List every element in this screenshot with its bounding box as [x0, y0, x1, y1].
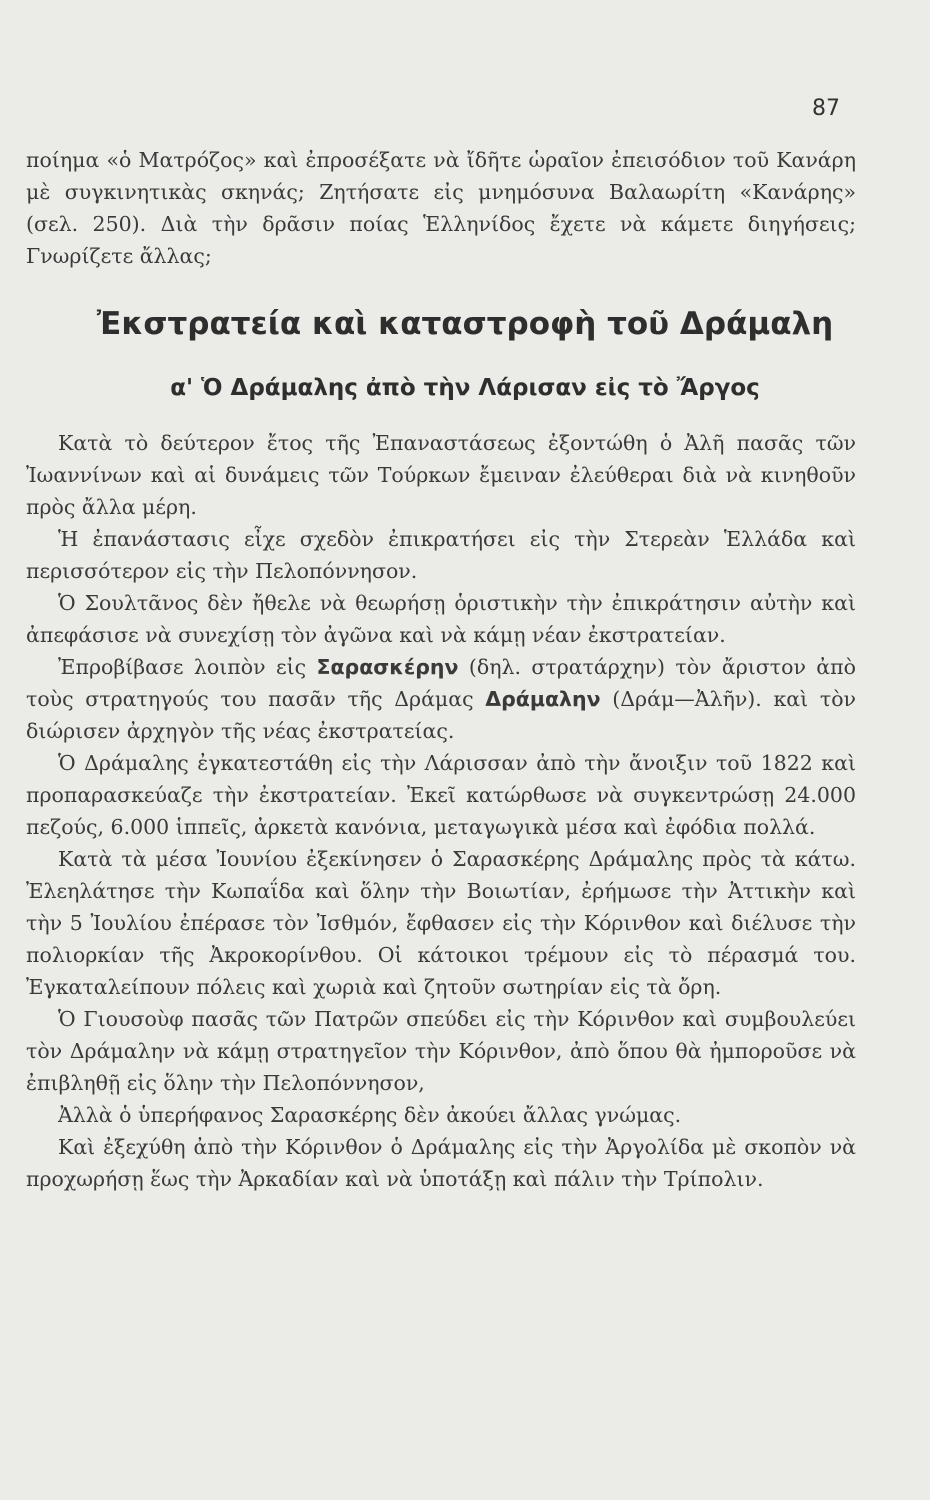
paragraph-4-part-c: (δηλ. στρατάρχην) τὸν ἄριστον ἀπὸ τοὺς στρατηγούς του πασᾶν τῆς Δράμας: [26, 655, 856, 711]
term-saraskeris: Σαρασκέρην: [316, 655, 459, 679]
paragraph-8: Ἀλλὰ ὁ ὑπερήφανος Σαρασκέρης δὲν ἀκούει ἄλλας γνώμας.: [58, 1103, 682, 1127]
main-text: [26, 427, 856, 1195]
section-title: α' Ὁ Δράμαλης ἀπὸ τὴν Λάρισαν εἰς τὸ Ἄργος: [170, 375, 760, 401]
page-number: 87: [812, 96, 840, 121]
term-dramalis: Δράμαλην: [485, 687, 601, 711]
paragraph-3: Ὁ Σουλτᾶνος δὲν ἤθελε νὰ θεωρήσῃ ὁριστικὴν τὴν ἐπικράτησιν αὐτὴν καὶ ἀπεφάσισε νὰ συνεχίσῃ τὸν ἀγῶνα καὶ νὰ κάμῃ νέαν ἐκστρατείαν.: [26, 591, 856, 647]
paragraph-4-part-e: (Δράμ—Ἀλῆν). καὶ τὸν διώρισεν ἀρχηγὸν τῆς νέας ἐκστρατείας.: [26, 687, 857, 743]
intro-paragraph: [26, 144, 856, 272]
chapter-title: Ἐκστρατεία καὶ καταστροφὴ τοῦ Δράμαλη: [96, 306, 834, 342]
paragraph-9: Καὶ ἐξεχύθη ἀπὸ τὴν Κόρινθον ὁ Δράμαλης εἰς τὴν Ἀργολίδα μὲ σκοπὸν νὰ προχωρήσῃ ἕως τὴν Ἀρκαδίαν καὶ νὰ ὑποτάξῃ καὶ πάλιν τὴν Τρίπολιν.: [26, 1135, 856, 1191]
paragraph-5: Ὁ Δράμαλης ἐγκατεστάθη εἰς τὴν Λάρισσαν ἀπὸ τὴν ἄνοιξιν τοῦ 1822 καὶ προπαρασκεύαζε τὴν ἐκστρατείαν. Ἐκεῖ κατώρθωσε νὰ συγκεντρώσῃ 24.000 πεζούς, 6.000 ἱππεῖς, ἀρκετὰ κανόνια, μεταγωγικὰ μέσα καὶ ἐφόδια πολλά.: [26, 751, 856, 839]
paragraph-4: [26, 651, 856, 747]
paragraph-6: Κατὰ τὰ μέσα Ἰουνίου ἐξεκίνησεν ὁ Σαρασκέρης Δράμαλης πρὸς τὰ κάτω. Ἐλεηλάτησε τὴν Κωπαΐδα καὶ ὅλην τὴν Βοιωτίαν, ἐρήμωσε τὴν Ἀττικὴν καὶ τὴν 5 Ἰουλίου ἐπέρασε τὸν Ἰσθμόν, ἔφθασεν εἰς τὴν Κόρινθον καὶ διέλυσε τὴν πολιορκίαν τῆς Ἀκροκορίνθου. Οἱ κάτοικοι τρέμουν εἰς τὸ πέρασμά του. Ἐγκαταλείπουν πόλεις καὶ χωριὰ καὶ ζητοῦν σωτηρίαν εἰς τὰ ὄρη.: [26, 847, 856, 999]
intro-text: ποίημα «ὁ Ματρόζος» καὶ ἐπροσέξατε νὰ ἴδῆτε ὡραῖον ἐπεισόδιον τοῦ Κανάρη μὲ συγκινητικὰς σκηνάς; Ζητήσατε εἰς μνημόσυνα Βαλαωρίτη «Κανάρης» (σελ. 250). Διὰ τὴν δρᾶσιν ποίας Ἑλληνίδος ἔχετε νὰ κάμετε διηγήσεις; Γνωρίζετε ἄλλας;: [26, 148, 856, 268]
paragraph-1: Κατὰ τὸ δεύτερον ἔτος τῆς Ἐπαναστάσεως ἐξοντώθη ὁ Ἀλῆ πασᾶς τῶν Ἰωαννίνων καὶ αἱ δυνάμεις τῶν Τούρκων ἔμειναν ἐλεύθεραι διὰ νὰ κινηθοῦν πρὸς ἄλλα μέρη.: [26, 431, 856, 519]
paragraph-7: Ὁ Γιουσοὺφ πασᾶς τῶν Πατρῶν σπεύδει εἰς τὴν Κόρινθον καὶ συμβουλεύει τὸν Δράμαλην νὰ κάμῃ στρατηγεῖον τὴν Κόρινθον, ἀπὸ ὅπου θὰ ἠμποροῦσε νὰ ἐπιβληθῇ εἰς ὅλην τὴν Πελοπόννησον,: [26, 1007, 856, 1095]
paragraph-4-part-a: Ἐπροβίβασε λοιπὸν εἰς: [58, 655, 317, 679]
paragraph-2: Ἡ ἐπανάστασις εἶχε σχεδὸν ἐπικρατήσει εἰς τὴν Στερεὰν Ἑλλάδα καὶ περισσότερον εἰς τὴν Πελοπόννησον.: [26, 527, 856, 583]
